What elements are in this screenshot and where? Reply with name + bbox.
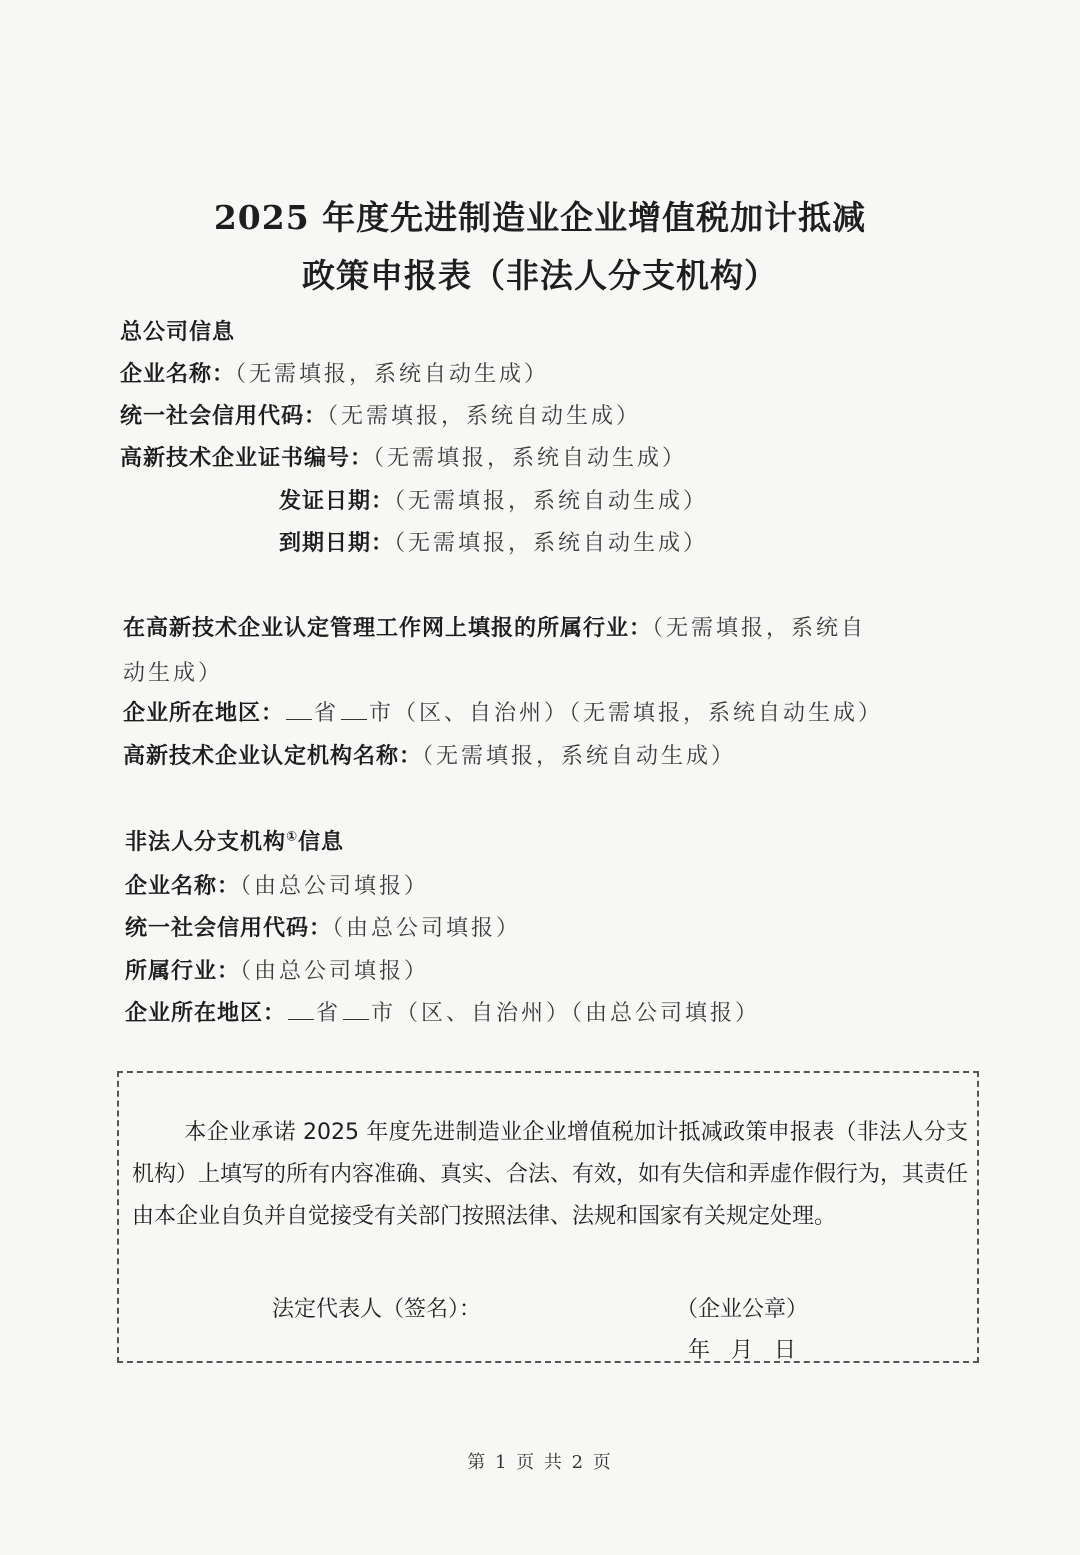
branch-industry-row	[125, 954, 429, 985]
hq-expire-label: 到期日期：	[279, 531, 395, 556]
branch-name-label: 企业名称：	[125, 874, 241, 899]
hq-region-city: 市（区、自治州）	[369, 701, 570, 726]
branch-region-value: （由总公司填报）	[571, 1001, 761, 1026]
title-line-1: 2025 年度先进制造业企业增值税加计抵减	[213, 198, 867, 237]
hq-credit-value: （无需填报，系统自动生成）	[327, 404, 642, 429]
hq-org-label: 高新技术企业认定机构名称：	[123, 744, 423, 769]
branch-section-heading	[125, 825, 344, 856]
branch-credit-row	[125, 911, 521, 942]
hq-credit-label: 统一社会信用代码：	[120, 404, 328, 429]
hq-industry-label: 在高新技术企业认定管理工作网上填报的所属行业：	[123, 616, 653, 641]
hq-industry-value-1: （无需填报，系统自	[652, 616, 867, 641]
hq-industry-row	[123, 611, 866, 642]
branch-name-value: （由总公司填报）	[240, 874, 430, 899]
branch-section-title: 非法人分支机构	[125, 830, 287, 855]
hq-region-label: 企业所在地区：	[123, 701, 285, 726]
branch-city-blank	[343, 1001, 369, 1020]
hq-region-province: 省	[314, 701, 340, 726]
hq-name-row	[120, 357, 549, 388]
pledge-paragraph	[132, 1112, 968, 1238]
branch-province-blank	[288, 1001, 314, 1020]
hq-name-label: 企业名称：	[120, 362, 236, 387]
branch-industry-label: 所属行业：	[125, 959, 241, 984]
hq-industry-value-2: 动生成）	[123, 661, 224, 686]
hq-issue-label: 发证日期：	[279, 489, 395, 514]
branch-region-city: 市（区、自治州）	[371, 1001, 572, 1026]
title-line-2: 政策申报表（非法人分支机构）	[302, 256, 778, 295]
hq-region-value: （无需填报，系统自动生成）	[569, 701, 884, 726]
hq-name-value: （无需填报，系统自动生成）	[235, 362, 550, 387]
pledge-text: 本企业承诺 2025 年度先进制造业企业增值税加计抵减政策申报表（非法人分支机构）上填写的所有内容准确、真实、合法、有效，如有失信和弄虚作假行为，其责任由本企业自负并自觉接受有关部门按照法律、法规和国家有关规定处理。	[132, 1120, 969, 1229]
hq-org-row	[123, 739, 736, 770]
seal-label: （企业公章）	[676, 1297, 809, 1322]
date-label: 年 月 日	[688, 1338, 796, 1363]
hq-expire-value: （无需填报，系统自动生成）	[394, 531, 709, 556]
signer-label: 法定代表人（签名）：	[272, 1297, 482, 1322]
hq-issue-value: （无需填报，系统自动生成）	[394, 489, 709, 514]
hq-expire-date-row	[279, 526, 708, 557]
hq-cert-label: 高新技术企业证书编号：	[120, 446, 374, 471]
hq-credit-row	[120, 399, 641, 430]
hq-region-row	[123, 696, 883, 727]
footnote-mark: ①	[286, 829, 299, 845]
hq-org-value: （无需填报，系统自动生成）	[422, 744, 737, 769]
hq-issue-date-row	[279, 484, 708, 515]
branch-industry-value: （由总公司填报）	[240, 959, 430, 984]
branch-name-row	[125, 869, 429, 900]
hq-city-blank	[341, 701, 367, 720]
branch-credit-label: 统一社会信用代码：	[125, 916, 333, 941]
page-number: 第 1 页 共 2 页	[467, 1452, 613, 1473]
hq-cert-row	[120, 441, 687, 472]
branch-section-suffix: 信息	[298, 830, 345, 855]
branch-credit-value: （由总公司填报）	[332, 916, 522, 941]
hq-section-heading: 总公司信息	[120, 320, 236, 345]
branch-region-province: 省	[316, 1001, 342, 1026]
branch-region-row	[125, 996, 760, 1027]
hq-province-blank	[286, 701, 312, 720]
branch-region-label: 企业所在地区：	[125, 1001, 287, 1026]
hq-cert-value: （无需填报，系统自动生成）	[373, 446, 688, 471]
